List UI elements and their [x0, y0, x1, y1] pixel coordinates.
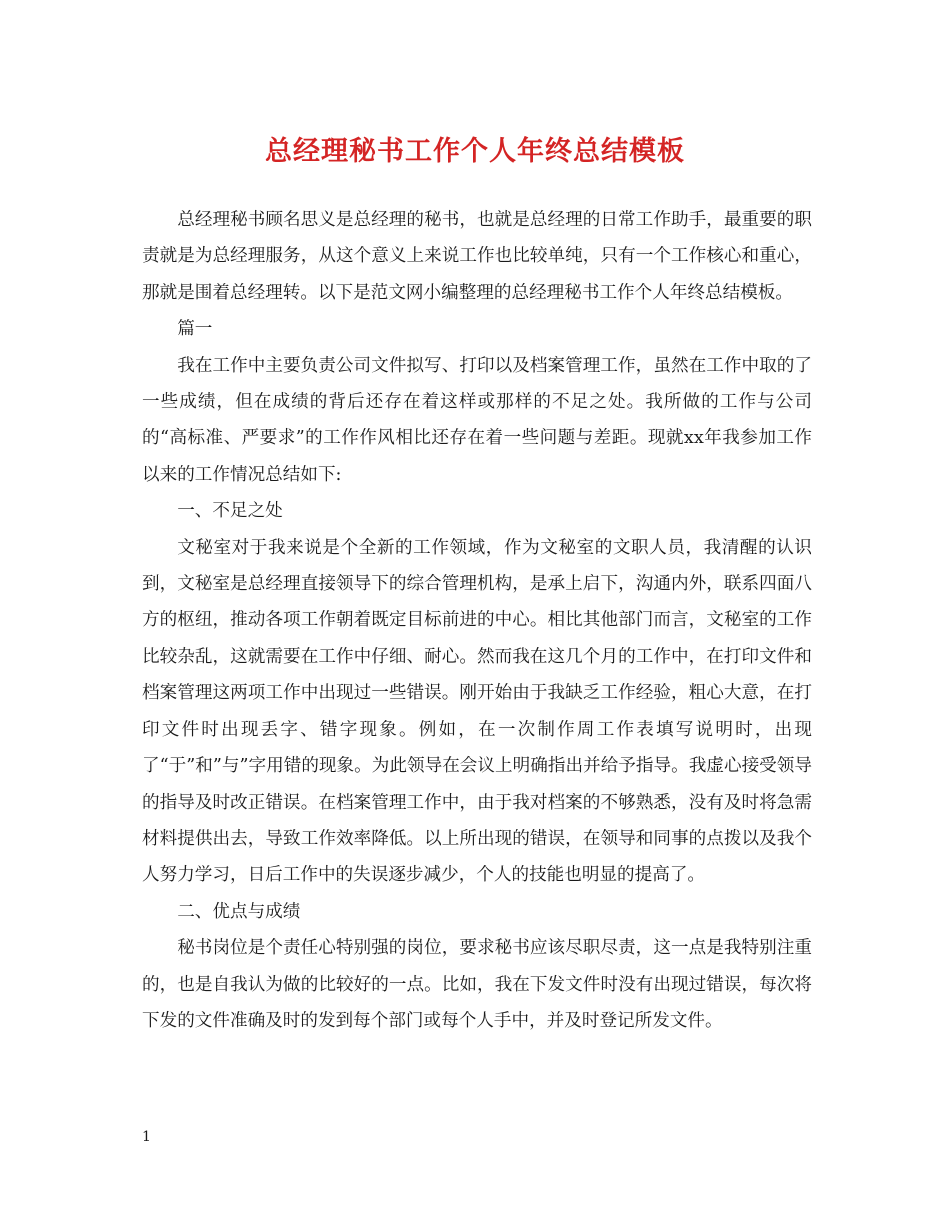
section-heading-strengths: 二、优点与成绩: [177, 901, 301, 922]
intro-paragraph: 总经理秘书顾名思义是总经理的秘书，也就是总经理的日常工作助手，最重要的职责就是为总经理服务，从这个意义上来说工作也比较单纯，只有一个工作核心和重心，那就是围着总经理转。以下是范文网小编整理的总经理秘书工作个人年终总结模板。: [142, 210, 812, 303]
section-heading-part-one: 篇一: [177, 319, 213, 340]
body-paragraph: 我在工作中主要负责公司文件拟写、打印以及档案管理工作，虽然在工作中取的了一些成绩，但在成绩的背后还存在着这样或那样的不足之处。我所做的工作与公司的“高标准、严要求”的工作作风相比还存在着一些问题与差距。现就xx年我参加工作以来的工作情况总结如下:: [142, 355, 812, 485]
document-title: 总经理秘书工作个人年终总结模板: [265, 136, 685, 167]
page-number: 1: [142, 1129, 151, 1145]
document-body: [142, 202, 812, 1039]
section-heading-shortcomings: 一、不足之处: [177, 501, 283, 522]
body-paragraph: 秘书岗位是个责任心特别强的岗位，要求秘书应该尽职尽责，这一点是我特别注重的，也是自我认为做的比较好的一点。比如，我在下发文件时没有出现过错误，每次将下发的文件准确及时的发到每个部门或每个人手中，并及时登记所发文件。: [142, 938, 812, 1031]
body-paragraph: 文秘室对于我来说是个全新的工作领域，作为文秘室的文职人员，我清醒的认识到，文秘室是总经理直接领导下的综合管理机构，是承上启下，沟通内外，联系四面八方的枢纽，推动各项工作朝着既定目标前进的中心。相比其他部门而言，文秘室的工作比较杂乱，这就需要在工作中仔细、耐心。然而我在这几个月的工作中，在打印文件和档案管理这两项工作中出现过一些错误。刚开始由于我缺乏工作经验，粗心大意，在打印文件时出现丢字、错字现象。例如，在一次制作周工作表填写说明时，出现了“于”和”与”字用错的现象。为此领导在会议上明确指出并给予指导。我虚心接受领导的指导及时改正错误。在档案管理工作中，由于我对档案的不够熟悉，没有及时将急需材料提供出去，导致工作效率降低。以上所出现的错误，在领导和同事的点拨以及我个人努力学习，日后工作中的失误逐步减少，个人的技能也明显的提高了。: [142, 537, 812, 886]
